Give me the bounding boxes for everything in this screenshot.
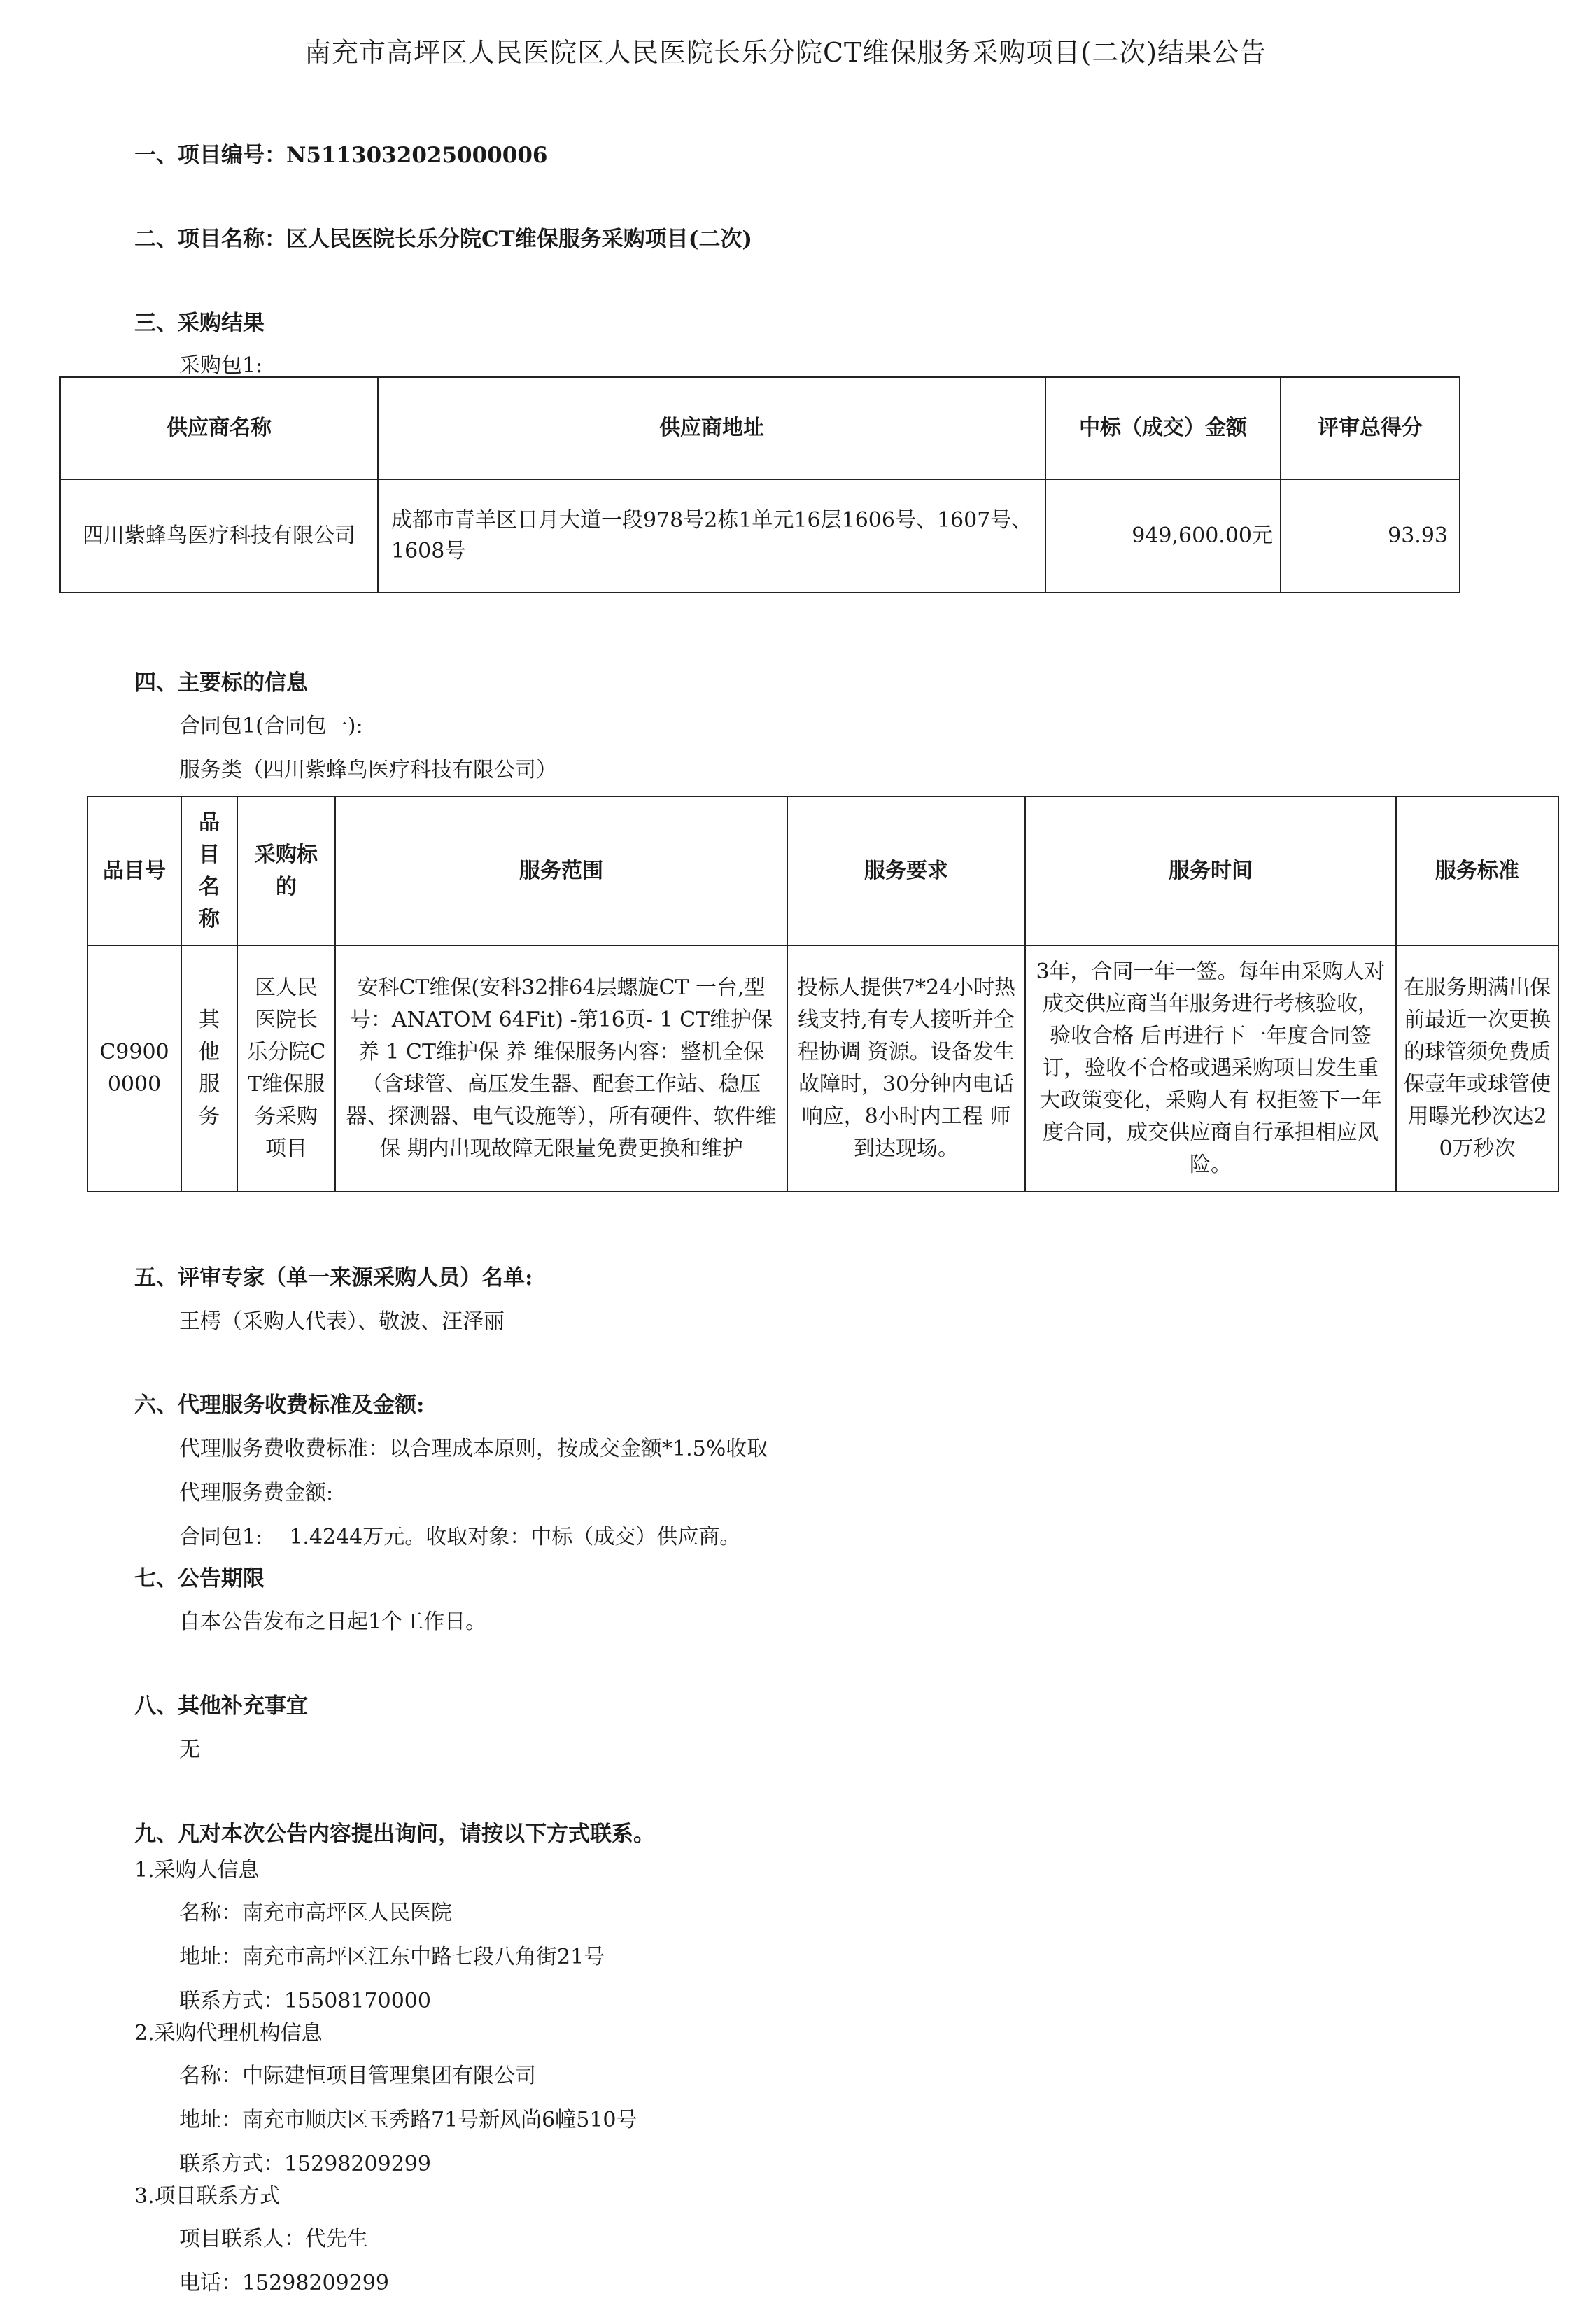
- award-amount: 949,600.00元: [1045, 479, 1281, 593]
- project-contact-title: 3.项目联系方式: [134, 2184, 281, 2209]
- project-name: 二、项目名称：区人民医院长乐分院CT维保服务采购项目(二次): [134, 227, 753, 252]
- header-item-name: 品目名称: [181, 796, 237, 945]
- results-table: [59, 376, 1460, 593]
- agent-phone: 联系方式：15298209299: [179, 2152, 431, 2176]
- section-heading-results: 三、采购结果: [134, 311, 265, 336]
- agent-info-title: 2.采购代理机构信息: [134, 2021, 323, 2045]
- section-heading-period: 七、公告期限: [134, 1566, 265, 1591]
- section-heading-subject: 四、主要标的信息: [134, 670, 308, 696]
- header-item-code: 品目号: [87, 796, 181, 945]
- announcement-period: 自本公告发布之日起1个工作日。: [179, 1610, 487, 1634]
- package-label: 采购包1:: [179, 353, 263, 378]
- header-supplier-name: 供应商名称: [60, 377, 378, 479]
- item-name: 其他服务: [181, 945, 237, 1192]
- section-heading-experts: 五、评审专家（单一来源采购人员）名单:: [134, 1265, 533, 1290]
- service-category: 服务类（四川紫蜂鸟医疗科技有限公司）: [179, 758, 557, 782]
- page-title: 南充市高坪区人民医院区人民医院长乐分院CT维保服务采购项目(二次)结果公告: [304, 37, 1267, 68]
- buyer-phone: 联系方式：15508170000: [179, 1989, 431, 2013]
- buyer-info-title: 1.采购人信息: [134, 1858, 260, 1882]
- section-heading-contact: 九、凡对本次公告内容提出询问，请按以下方式联系。: [134, 1822, 655, 1847]
- procurement-subject: 区人民医院长乐分院CT维保服务采购项目: [237, 945, 335, 1192]
- item-code: C99000000: [87, 945, 181, 1192]
- service-time: 3年，合同一年一签。每年由采购人对成交供应商当年服务进行考核验收，验收合格 后再进行下一年度合同签订，验收不合格或遇采购项目发生重大政策变化，采购人有 权拒签下一年度合同，成交供应商自行承担相应风险。: [1025, 945, 1396, 1192]
- header-service-standard: 服务标准: [1396, 796, 1558, 945]
- header-procurement-subject: 采购标的: [237, 796, 335, 945]
- subject-table: [87, 796, 1559, 1192]
- table-row: [87, 945, 1558, 1192]
- section-heading-agency-fee: 六、代理服务收费标准及金额:: [134, 1393, 425, 1418]
- service-standard: 在服务期满出保前最近一次更换的球管须免费质保壹年或球管使用曝光秒次达20万秒次: [1396, 945, 1558, 1192]
- header-award-amount: 中标（成交）金额: [1045, 377, 1281, 479]
- fee-amount: 合同包1: 1.4244万元。收取对象：中标（成交）供应商。: [179, 1525, 741, 1549]
- section-heading-other: 八、其他补充事宜: [134, 1693, 308, 1719]
- project-number: 一、项目编号：N5113032025000006: [134, 143, 548, 168]
- header-supplier-address: 供应商地址: [378, 377, 1045, 479]
- project-contact-phone: 电话：15298209299: [179, 2271, 389, 2295]
- table-row: [60, 479, 1460, 593]
- fee-amount-label: 代理服务费金额:: [179, 1481, 334, 1505]
- header-service-requirements: 服务要求: [787, 796, 1025, 945]
- header-service-scope: 服务范围: [335, 796, 787, 945]
- agent-name: 名称：中际建恒项目管理集团有限公司: [179, 2064, 536, 2088]
- expert-names: 王樗（采购人代表）、敬波、汪泽丽: [179, 1309, 505, 1334]
- results-header-row: [60, 377, 1460, 479]
- header-service-time: 服务时间: [1025, 796, 1396, 945]
- buyer-name: 名称：南充市高坪区人民医院: [179, 1901, 452, 1925]
- header-total-score: 评审总得分: [1281, 377, 1460, 479]
- total-score: 93.93: [1281, 479, 1460, 593]
- agent-address: 地址：南充市顺庆区玉秀路71号新风尚6幢510号: [179, 2108, 637, 2132]
- service-requirements: 投标人提供7*24小时热线支持,有专人接听并全程协调 资源。设备发生故障时，30分钟内电话响应，8小时内工程 师到达现场。: [787, 945, 1025, 1192]
- buyer-address: 地址：南充市高坪区江东中路七段八角街21号: [179, 1945, 605, 1969]
- supplier-address: 成都市青羊区日月大道一段978号2栋1单元16层1606号、1607号、1608号: [378, 479, 1045, 593]
- fee-standard: 代理服务费收费标准：以合理成本原则，按成交金额*1.5%收取: [179, 1437, 768, 1461]
- subject-header-row: [87, 796, 1558, 945]
- service-scope: 安科CT维保(安科32排64层螺旋CT 一台,型号：ANATOM 64Fit) -第16页- 1 CT维护保养 1 CT维护保 养 维保服务内容：整机全保（含球管、高压发生器、配套工作站、稳压器、探测器、电气设施等），所有硬件、软件维保 期内出现故障无限量免费更换和维护: [335, 945, 787, 1192]
- other-matters: 无: [179, 1738, 200, 1762]
- supplier-name: 四川紫蜂鸟医疗科技有限公司: [60, 479, 378, 593]
- contract-package-label: 合同包1(合同包一):: [179, 714, 363, 738]
- project-contact-person: 项目联系人：代先生: [179, 2227, 368, 2251]
